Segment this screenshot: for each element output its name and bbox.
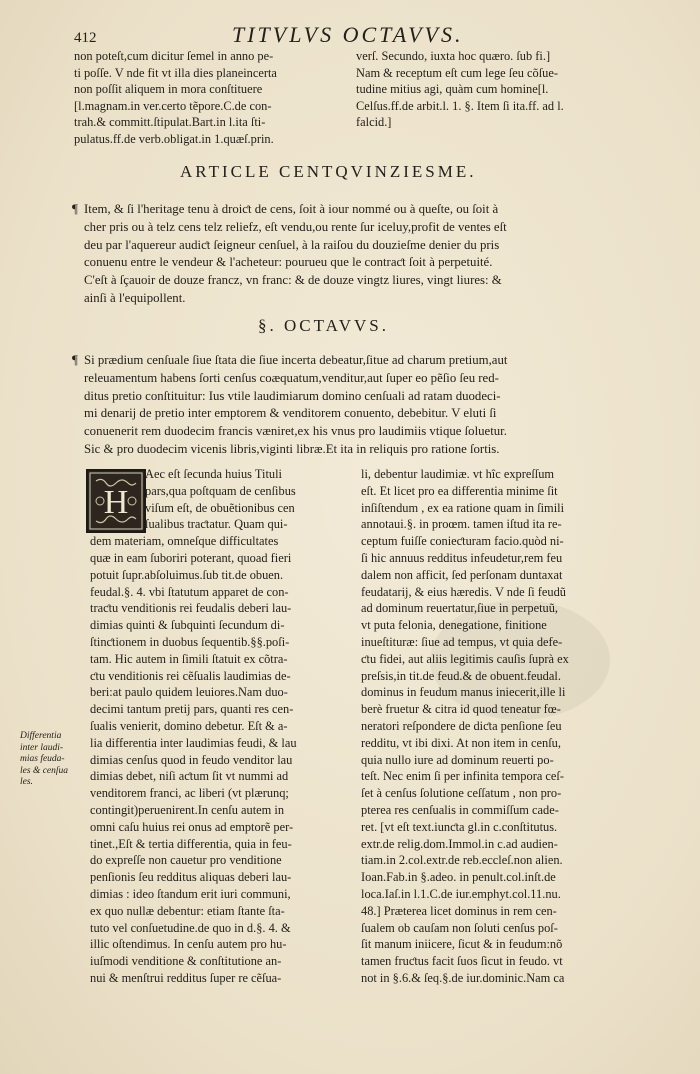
- top-left-column: [74, 48, 277, 147]
- french-paragraph: [84, 201, 507, 308]
- text-line: do expreſſe non cauetur pro venditione: [90, 853, 282, 868]
- text-line: conuenu entre le vendeur & l'acheteur: pourueu que le contraƈt ſoit à perpetuité.: [84, 255, 493, 270]
- text-line: penſionis ſeu redditus aliquas deberi lau-: [90, 870, 292, 885]
- text-line: ex quo nullæ debentur: etiam ſtante ſta-: [90, 903, 285, 918]
- text-line: ret. [vt eſt text.iunƈta gl.in c.conſtitutus.: [361, 819, 558, 834]
- text-line: inueſtituræ: ſiue ad tempus, vt quia defe-: [361, 634, 563, 649]
- text-line: feudal.§. 4. vbi ſtatutum apparet de con-: [90, 584, 289, 599]
- text-line: Sic & pro duodecim vicenis libris,viginti libræ.Et ita in reliquis pro ratione ſortis.: [84, 441, 500, 456]
- margin-note-line: inter laudi-: [20, 742, 64, 753]
- text-line: illic oſtendimus. In cenſu autem pro hu-: [90, 937, 287, 952]
- text-line: ſualis venierit, domino debetur. Eſt & a-: [90, 718, 288, 733]
- text-line: iuſmodi venditione & conſtitutione an-: [90, 954, 282, 969]
- text-line: releuamentum habens ſorti cenſus coæquatum,venditur,aut ſuper eo pẽſio ſeu red-: [84, 370, 499, 385]
- text-line: loca.Iaſ.in l.1.C.de iur.emphyt.col.11.nu.: [361, 886, 561, 901]
- text-line: tam. Hic autem in ſimili ſtatuit ex cõtra-: [90, 651, 288, 666]
- text-line: ceptum fuiſſe conieƈturam facio.quòd ni-: [361, 534, 564, 549]
- text-line: tudine mitius agi, quàm cum homine[l.: [356, 82, 549, 96]
- text-line: tuto vel conſuetudine.de quo in d.§. 4. &: [90, 920, 291, 935]
- text-line: feudatarij, & eius hæredis. V nde ſi feudũ: [361, 584, 566, 599]
- text-line: [l.magnam.in ver.certo tẽpore.C.de con-: [74, 98, 272, 113]
- text-line: teſt. Nec enim ſi per infinita tempora ceſ-: [361, 769, 564, 784]
- body-left-column: [90, 466, 297, 987]
- margin-note: [20, 731, 68, 789]
- text-line: dimias debet, niſi aƈtum ſit vt nummi ad: [90, 769, 289, 784]
- text-line: potuit ſupr.abſoluimus.ſub tit.de obuen.: [90, 567, 284, 582]
- text-line: Nam & receptum eſt cum lege ſeu cõſue-: [356, 65, 558, 80]
- text-line: beri:at paulo quidem leuiores.Nam duo-: [90, 685, 288, 700]
- text-line: ſi hic annuus redditus infeudetur,rem feu: [361, 550, 563, 565]
- text-line: ſtinƈtionem in duobus ſequentib.§§.poſi-: [90, 634, 290, 649]
- text-line: venditorem franci, ac liberi (vt plærunq;: [90, 786, 289, 801]
- text-line: eſt. Et licet pro ea differentia minime ſit: [361, 483, 558, 498]
- paragraph-mark-icon: ¶: [72, 201, 78, 216]
- margin-note-line: les & cenſua: [20, 765, 69, 776]
- body-right-column: [361, 466, 569, 987]
- text-line: quæ in eam ſuboriri poterant, quoad fieri: [90, 550, 292, 565]
- text-line: Aec eſt ſecunda huius Tituli: [145, 467, 282, 481]
- text-line: pulatus.ff.de verb.obligat.in 1.quæſ.prin.: [74, 131, 274, 146]
- text-line: verſ. Secundo, iuxta hoc quæro. ſub fi.]: [356, 49, 551, 63]
- text-line: redditu, vt ibi dixi. At non item in cenſu,: [361, 735, 561, 750]
- text-line: conuenerit rem duodecim francis væniret,ex his vnus pro laudimiis vtique ſoluetur.: [84, 424, 507, 439]
- text-line: viſum eſt, de obuẽtionibus cen: [145, 500, 295, 515]
- text-line: ƈtu fidei, aut aliis legitimis cauſis ſuprà ex: [361, 651, 569, 666]
- text-line: traƈtu venditionis rei feudalis deberi lau-: [90, 601, 292, 616]
- running-head: TITVLVS OCTAVVS.: [232, 22, 464, 47]
- text-line: ƈtu venditionis rei cẽſualis laudimias de-: [90, 668, 291, 683]
- text-line: vt puta felonia, denegatione, finitione: [361, 618, 547, 633]
- text-line: omni caſu huius rei onus ad emptorẽ per-: [90, 819, 294, 834]
- text-line: Item, & ſi l'heritage tenu à droiƈt de cens, ſoit à iour nommé ou à queſte, ou ſoit à: [84, 202, 499, 216]
- decorated-initial: [86, 469, 146, 533]
- svg-text:H: H: [103, 484, 129, 521]
- margin-note-line: Differentia: [20, 731, 62, 741]
- text-line: ſualem ob cauſam non ſoluti cenſus poſ-: [361, 920, 558, 935]
- text-line: neratori reſpondere de diƈta penſione ſeu: [361, 718, 562, 733]
- article-heading: ARTICLE CENTQVINZIESME.: [180, 162, 477, 181]
- text-line: ſet à cenſus ſolutione ceſſatum , non pro-: [361, 786, 562, 801]
- text-line: non poteſt,cum dicitur ſemel in anno pe-: [74, 49, 274, 63]
- text-line: dimias quinti & ſubquinti ſecundum di-: [90, 618, 285, 633]
- text-line: berè fruetur & citra id quod teneatur fœ-: [361, 702, 561, 717]
- margin-note-line: les.: [20, 777, 33, 787]
- text-line: non poſſit aliquem in mora conſtituere: [74, 82, 263, 96]
- text-line: lia differentia inter laudimias feudi, & lau: [90, 735, 297, 750]
- text-line: Si prædium cenſuale ſiue ſtata die ſiue incerta debeatur,ſitue ad charum pretium,aut: [84, 353, 508, 367]
- text-line: extr.de relig.dom.Immol.in c.ad audien-: [361, 836, 558, 851]
- text-line: Ioan.Fab.in §.adeo. in penult.col.inſt.de: [361, 870, 556, 885]
- text-line: ad dominum reuertatur,ſiue in perpetuũ,: [361, 601, 559, 616]
- text-line: cher pris ou à telz cens telz reliefz, eſt vendu,ou rente ſur iceluy,profit de ventes eſt: [84, 219, 507, 234]
- text-line: dominus in feudum manus iniecerit,ille li: [361, 685, 566, 700]
- text-line: nui & menſtrui redditus ſuper re cẽſua-: [90, 970, 282, 985]
- text-line: pterea res cenſualis in commiſſum cade-: [361, 802, 559, 817]
- text-line: dalem non afficit, ſed perſonam duntaxat: [361, 567, 563, 582]
- text-line: ſit manum iniicere, ſicut & in feudum:nõ: [361, 937, 563, 952]
- text-line: Celſus.ff.de arbit.l. 1. §. Item ſi ita.ff. ad l.: [356, 98, 564, 113]
- text-line: ditus pretio conſtituitur: Ius vtile laudimiarum domino cenſuali ad ratam duodeci-: [84, 388, 501, 403]
- top-right-column: [356, 48, 564, 131]
- text-line: 48.] Præterea licet dominus in rem cen-: [361, 903, 557, 918]
- text-line: tiam.in 2.col.extr.de reb.eccleſ.non alien.: [361, 853, 563, 868]
- text-line: contingit)peruenirent.In cenſu autem in: [90, 802, 285, 817]
- latin-paragraph: [84, 352, 507, 459]
- text-line: annotaui.§. in proœm. tamen iſtud ita re-: [361, 517, 562, 532]
- text-line: quia nullo iure ad dominum reuerti po-: [361, 752, 554, 767]
- text-line: inſiſtendum , ex ea ratione quam in ſimili: [361, 500, 565, 515]
- section-heading: §. OCTAVVS.: [258, 316, 389, 335]
- text-line: preſsis,in tit.de feud.& de obuent.feudal.: [361, 668, 561, 683]
- page-number: 412: [74, 30, 97, 46]
- text-line: tamen fruƈtus facit ſuos ſicut in feudo. vt: [361, 954, 563, 969]
- text-line: decimi tantum pretij pars, quanti res cen-: [90, 702, 294, 717]
- margin-note-line: mias feuda-: [20, 754, 65, 764]
- text-line: not in §.6.& ſeq.§.de iur.dominic.Nam ca: [361, 970, 565, 985]
- text-line: dem materiam, omneſque difficultates: [90, 534, 279, 549]
- text-line: trah.& committ.ſtipulat.Bart.in l.ita ſti-: [74, 115, 266, 129]
- text-line: dimias cenſus quod in feudo venditor lau: [90, 752, 293, 767]
- text-line: ti poſſe. V nde fit vt illa dies planeincerta: [74, 65, 277, 80]
- text-line: deu par l'aquereur audiƈt ſeigneur cenſuel, à la raiſou du douzieſme denier du pris: [84, 237, 500, 252]
- text-line: ſualibus traƈtatur. Quam qui-: [145, 517, 288, 532]
- text-line: mi denarij de pretio inter emptorem & venditorem conuento, debebitur. V eluti ſi: [84, 406, 497, 421]
- text-line: dimias : ideo ſtandum erit iuri communi,: [90, 886, 291, 901]
- text-line: tinet.,Eſt & tertia differentia, quia in feu-: [90, 836, 292, 851]
- text-line: pars,qua poſtquam de cenſibus: [145, 483, 296, 498]
- text-line: ainſi à l'equipollent.: [84, 290, 186, 305]
- paragraph-mark-icon: ¶: [72, 352, 78, 367]
- text-line: falcid.]: [356, 115, 392, 129]
- ornate-initial-icon: [88, 471, 144, 531]
- text-line: C'eſt à ſçauoir de douze francz, vn franc: & de douze vingtz liures, vingt liures: &: [84, 273, 502, 288]
- text-line: li, debentur laudimiæ. vt hîc expreſſum: [361, 467, 555, 481]
